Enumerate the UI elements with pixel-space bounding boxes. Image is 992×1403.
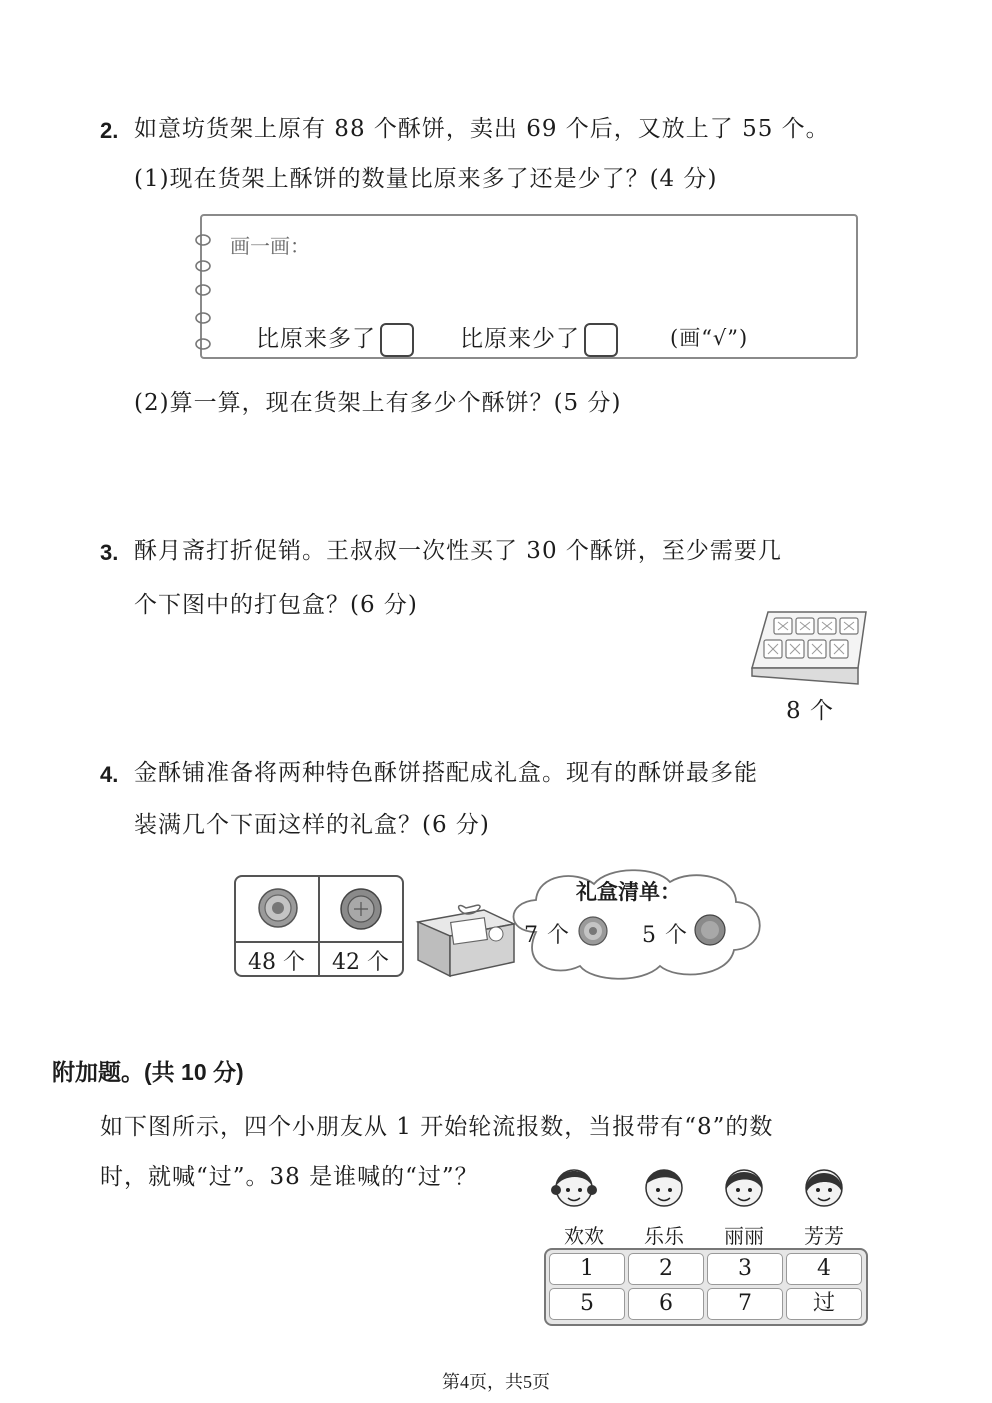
question-4-number: 4. [100, 762, 119, 787]
count-swirl-cookie: 48 个 [248, 950, 305, 975]
grid-cell: 过 [786, 1288, 862, 1320]
child-huanhuan-icon [550, 1160, 598, 1212]
option-less [460, 320, 618, 357]
cookie-stock-table [234, 875, 404, 977]
draw-label: 画一画： [230, 234, 310, 258]
grid-cell: 7 [707, 1288, 783, 1320]
question-2-number: 2. [100, 118, 119, 143]
option-more-label: 比原来多了 [256, 326, 376, 352]
counting-grid [544, 1248, 868, 1326]
option-more [256, 320, 414, 357]
question-3-number: 3. [100, 540, 119, 565]
page-footer: 第4页，共5页 [442, 1372, 550, 1392]
bonus-title: 附加题。(共 10 分) [52, 1059, 244, 1085]
child-name-2: 乐乐 [644, 1224, 684, 1248]
packing-box-image [748, 608, 868, 688]
question-2-part1: (1)现在货架上酥饼的数量比原来多了还是少了？(4 分) [134, 166, 718, 192]
grid-cell: 1 [549, 1253, 625, 1285]
swirl-cookie-icon [256, 885, 300, 931]
question-4-line1: 金酥铺准备将两种特色酥饼搭配成礼盒。现有的酥饼最多能 [134, 760, 758, 786]
child-name-3: 丽丽 [724, 1224, 764, 1248]
child-name-4: 芳芳 [804, 1224, 844, 1248]
grid-cell: 2 [628, 1253, 704, 1285]
box-capacity-label: 8 个 [786, 698, 834, 724]
child-fangfang-icon [800, 1160, 848, 1212]
option-less-checkbox[interactable] [584, 323, 618, 357]
count-mooncake: 42 个 [332, 950, 389, 975]
grid-cell: 6 [628, 1288, 704, 1320]
check-hint: (画“√”) [670, 326, 749, 350]
gift-list-mooncake-count: 5 个 [642, 923, 688, 948]
bonus-line2: 时，就喊“过”。38 是谁喊的“过”？ [100, 1164, 479, 1190]
question-2-text: 如意坊货架上原有 88 个酥饼，卖出 69 个后，又放上了 55 个。 [134, 116, 830, 142]
grid-cell: 5 [549, 1288, 625, 1320]
option-more-checkbox[interactable] [380, 323, 414, 357]
gift-list-title: 礼盒清单： [576, 881, 681, 904]
mooncake-small-icon [692, 912, 728, 948]
bonus-line1: 如下图所示，四个小朋友从 1 开始轮流报数，当报带有“8”的数 [100, 1114, 774, 1140]
question-2-part2: (2)算一算，现在货架上有多少个酥饼？(5 分) [134, 390, 622, 416]
option-less-label: 比原来少了 [460, 326, 580, 352]
gift-list-swirl-count: 7 个 [524, 923, 570, 948]
child-lele-icon [640, 1160, 688, 1212]
question-4-line2: 装满几个下面这样的礼盒？(6 分) [134, 812, 490, 838]
notebook-rings [188, 228, 218, 358]
mooncake-icon [338, 885, 384, 933]
question-3-line2: 个下图中的打包盒？(6 分) [134, 592, 418, 618]
grid-cell: 4 [786, 1253, 862, 1285]
child-lili-icon [720, 1160, 768, 1212]
question-3-line1: 酥月斋打折促销。王叔叔一次性买了 30 个酥饼，至少需要几 [134, 538, 782, 564]
child-name-1: 欢欢 [564, 1224, 604, 1248]
swirl-cookie-small-icon [576, 914, 610, 948]
grid-cell: 3 [707, 1253, 783, 1285]
